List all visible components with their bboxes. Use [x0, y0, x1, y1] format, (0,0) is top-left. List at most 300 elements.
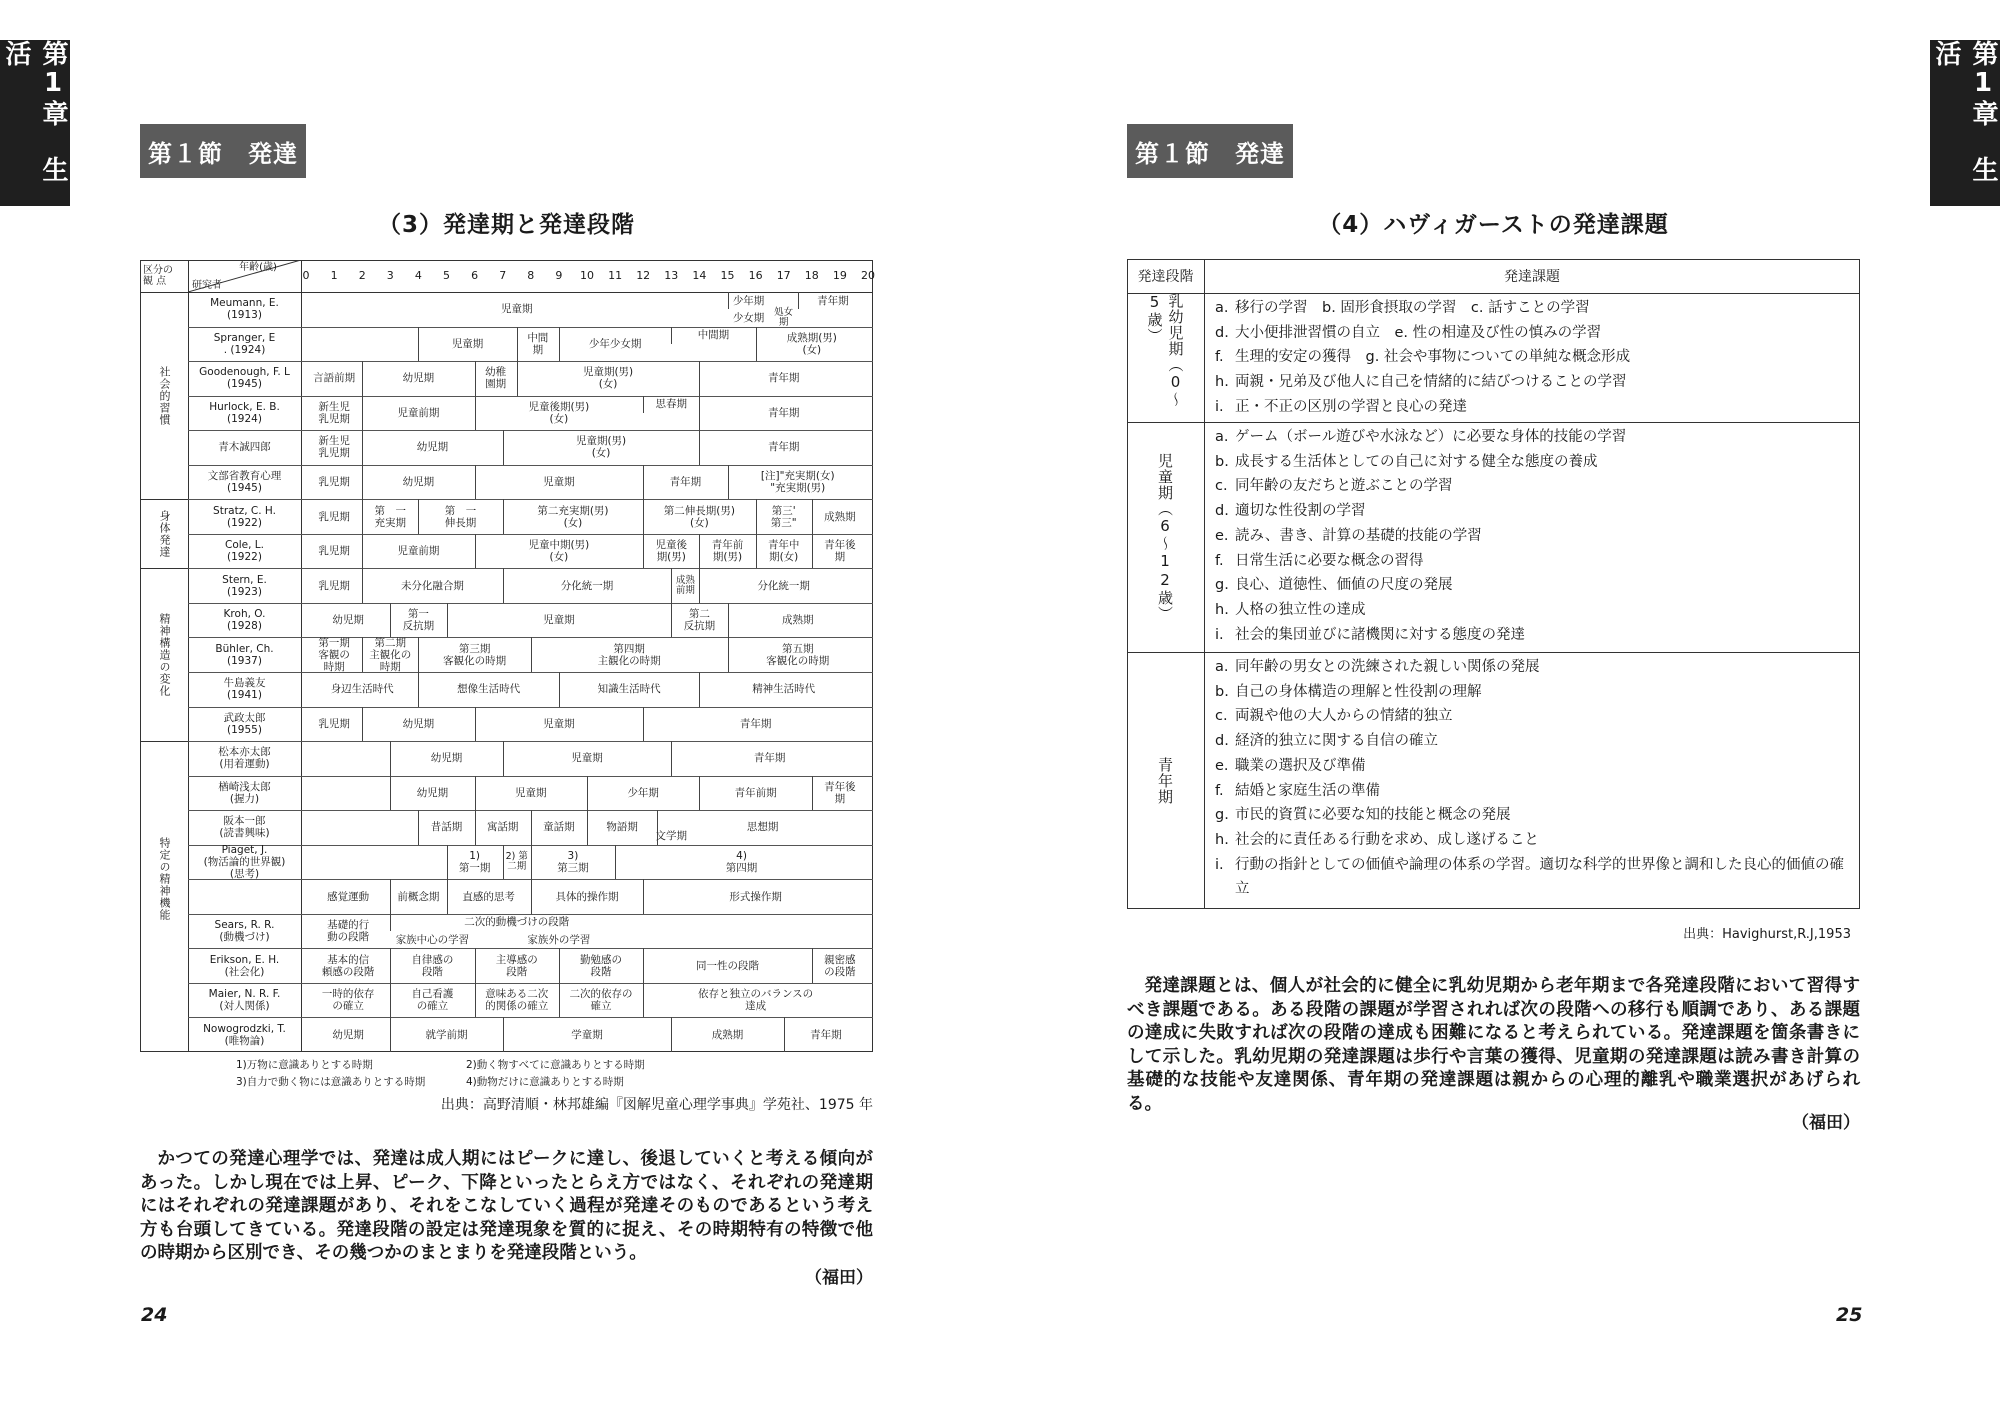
- age-tick: 17: [776, 269, 791, 282]
- stage-label: 児童期(男) (女): [575, 435, 627, 460]
- stage-boundary: [671, 741, 672, 776]
- table-col-line: [1204, 259, 1205, 909]
- stage-label: 新生児 乳児期: [318, 435, 350, 460]
- task-list-adolescence: [1215, 655, 1855, 902]
- age-tick: 15: [720, 269, 735, 282]
- task-text: 市民的資質に必要な知的技能と概念の発展: [1235, 807, 1511, 824]
- stage-boundary: [390, 1017, 391, 1052]
- age-tick: 9: [555, 269, 563, 282]
- header-tasks: 発達課題: [1504, 269, 1560, 285]
- researcher-name: 青木誠四郎: [218, 441, 271, 454]
- stage-label: 児童期: [543, 476, 575, 488]
- researcher-name: Spranger, E . (1924): [213, 331, 276, 356]
- stage-boundary: [728, 637, 729, 672]
- stage-label: 青年期: [767, 372, 800, 385]
- stage-label: 文学期: [655, 830, 688, 843]
- stage-label: 3) 第三期: [557, 850, 589, 874]
- task-item: [1215, 623, 1855, 648]
- table-row-line: [1127, 652, 1860, 653]
- stage-label: 言語前期: [313, 372, 356, 385]
- task-list-infancy: [1215, 296, 1855, 420]
- stage-label: 第二伸長期(男) (女): [663, 504, 735, 529]
- stage-boundary: [503, 499, 504, 534]
- researcher-name: 松本亦太郎 (用着運動): [218, 746, 271, 771]
- page-number: 25: [1836, 1304, 1863, 1326]
- stage-boundary: [671, 1017, 672, 1052]
- chapter-tab: 第1章 生活: [1930, 40, 2000, 206]
- stage-boundary: [671, 327, 672, 344]
- group-label: 特定の精神機能: [158, 837, 171, 922]
- stage-boundary: [756, 534, 757, 569]
- header-stage: 発達段階: [1137, 269, 1194, 285]
- stage-label: 少年期: [627, 786, 659, 799]
- task-text: 人格の独立性の達成: [1235, 601, 1366, 618]
- stage-label: 青年後期: [824, 780, 856, 805]
- stage-boundary: [362, 637, 363, 672]
- stage-boundary: [559, 672, 560, 707]
- stage-label: 児童期: [515, 786, 547, 799]
- body-paragraph: かつての発達心理学では、発達は成人期にはピークに達し、後退していくと考える傾向があった。しかし現在では上昇、ピーク、下降といったとらえ方ではなく、それぞれの発達期にはそれぞれの発達課題があり、それをこなしていく過程が発達そのものであるという考え方も台頭してきている。発達段階の設定は発達現象を質的に捉え、その時期特有の特徴で他の時期から区別でき、その幾つかのまとまりを発達段階という。: [140, 1149, 873, 1264]
- age-tick: 11: [608, 269, 623, 282]
- stage-boundary: [643, 534, 644, 569]
- stage-label: 青年前期: [734, 786, 777, 799]
- stage-label: 青年後期: [824, 539, 856, 564]
- stage-boundary: [643, 983, 644, 1018]
- stage-label: 児童期: [543, 614, 575, 627]
- chart-col-line: [301, 260, 302, 1052]
- stage-label: 精神生活時代: [752, 683, 816, 696]
- task-item: [1215, 803, 1855, 828]
- stage-label: 児童後 期(男): [655, 539, 688, 564]
- stage-label: 児童期: [543, 717, 575, 730]
- stage-label: 児童期: [451, 337, 484, 350]
- task-key: f.: [1215, 349, 1224, 366]
- author-credit: （福田）: [1792, 1113, 1860, 1133]
- task-text: 職業の選択及び準備: [1235, 757, 1366, 774]
- stage-label: 学童期: [571, 1028, 603, 1041]
- age-tick: 18: [804, 269, 819, 282]
- figure-title: （4）ハヴィガーストの発達課題: [1318, 212, 1669, 238]
- task-item: [1215, 370, 1855, 395]
- stage-boundary: [812, 534, 813, 569]
- task-text: 適切な性役割の学習: [1235, 503, 1366, 520]
- task-item: [1215, 296, 1855, 321]
- age-tick: 1: [330, 269, 338, 282]
- task-item: [1215, 754, 1855, 779]
- stage-label: 少年少女期: [588, 337, 642, 350]
- stage-label: 物語期: [606, 821, 638, 834]
- stage-boundary: [812, 499, 813, 534]
- task-text: 社会的に責任ある行動を求め、成し遂げること: [1235, 831, 1539, 848]
- stage-boundary: [503, 845, 504, 880]
- stage-boundary: [517, 327, 518, 362]
- stage-label: 第二充実期(男) (女): [537, 504, 609, 529]
- section-badge: 第１節 発達: [140, 124, 306, 178]
- researcher-name: Maier, N. R. F. (対人関係): [208, 988, 281, 1013]
- stage-boundary: [559, 327, 560, 362]
- stage-label: 乳児期: [318, 510, 350, 523]
- task-key: a.: [1215, 659, 1229, 675]
- stage-label: 自律感の 段階: [411, 953, 454, 978]
- stage-label: 依存と独立のバランスの達成: [698, 988, 814, 1013]
- chart-axis-label: 区分の 観 点: [143, 265, 173, 287]
- stage-label: 第 一 充実期: [374, 504, 407, 529]
- stage-boundary: [503, 1017, 504, 1052]
- stage-adolescence: 青年期: [1156, 756, 1174, 805]
- task-text: 行動の指針としての価値や論理の体系の学習。適切な科学的世界像と調和した良心的価値の確立: [1235, 856, 1844, 898]
- stage-label: 乳児期: [318, 476, 350, 488]
- stage-boundary: [475, 361, 476, 396]
- stage-label: 前概念期: [397, 890, 440, 903]
- task-item: [1215, 655, 1855, 680]
- figure-title: （3）発達期と発達段階: [377, 212, 635, 238]
- researcher-name: Stratz, C. H. (1922): [213, 504, 276, 529]
- task-text: ゲーム（ボール遊びや水泳など）に必要な身体的技能の学習: [1235, 429, 1627, 445]
- stage-boundary: [418, 810, 419, 845]
- stage-label: 中間期: [697, 329, 730, 342]
- task-item: [1215, 549, 1855, 574]
- stage-label: 児童期(男) (女): [582, 366, 634, 391]
- task-text: 結婚と家庭生活の準備: [1235, 782, 1380, 799]
- stage-label: 第一期 客観の 時期: [318, 636, 350, 673]
- stage-boundary: [390, 948, 391, 983]
- stage-boundary: [475, 810, 476, 845]
- task-key: d.: [1215, 324, 1229, 341]
- chart-source: 出典：高野清順・林邦雄編『図解児童心理学事典』学苑社、1975 年: [440, 1097, 873, 1113]
- stage-boundary: [418, 637, 419, 672]
- chart-researcher-label: 研究者: [192, 280, 222, 291]
- stage-label: 思想期: [746, 821, 779, 834]
- age-tick: 4: [414, 269, 422, 282]
- task-key: h.: [1215, 374, 1229, 391]
- stage-label: 親密感 の段階: [824, 953, 856, 978]
- task-key: c.: [1215, 708, 1228, 725]
- researcher-name: Bühler, Ch. (1937): [215, 642, 274, 667]
- stage-label: 児童後期(男) (女): [528, 400, 590, 425]
- stage-label: 第三' 第三": [770, 504, 797, 529]
- stage-boundary: [418, 672, 419, 707]
- stage-boundary: [699, 361, 700, 396]
- stage-boundary: [390, 914, 391, 931]
- task-item: [1215, 321, 1855, 346]
- task-item: [1215, 474, 1855, 499]
- age-tick: 14: [692, 269, 707, 282]
- age-tick: 7: [499, 269, 507, 282]
- age-tick: 5: [443, 269, 450, 282]
- stage-label: 児童期: [571, 752, 603, 765]
- age-tick: 16: [748, 269, 763, 282]
- stage-label: 意味ある二次 的関係の確立: [485, 988, 549, 1013]
- stage-label: 4) 第四期: [725, 850, 758, 874]
- task-item: [1215, 729, 1855, 754]
- body-paragraph: 発達課題とは、個人が社会的に健全に乳幼児期から老年期まで各発達段階において習得すべき課題である。ある段階の課題が学習されれば次の段階への移行も順調であり、ある課題の達成に失敗すれば次の段階の達成も困難になると考えられている。発達課題を箇条書きにして示した。乳幼児期の発達課題は歩行や言葉の獲得、児童期の発達課題は読み書き計算の基礎的な技能や友達関係、青年期の発達課題は親からの心理的離乳や職業選択があげられる。: [1127, 976, 1860, 1114]
- stage-label: 幼児期: [332, 614, 364, 627]
- stage-label: 二次的動機づけの段階: [464, 916, 570, 929]
- stage-boundary: [517, 361, 518, 396]
- stage-boundary: [587, 776, 588, 811]
- stage-boundary: [531, 810, 532, 845]
- stage-boundary: [362, 499, 363, 534]
- task-text: 移行の学習 b. 固形食摂取の学習 c. 話すことの学習: [1235, 300, 1590, 316]
- researcher-name: 武政太郎 (1955): [223, 711, 266, 736]
- stage-boundary: [531, 637, 532, 672]
- researcher-name: 文部省教育心理 (1945): [207, 469, 282, 494]
- task-item: [1215, 598, 1855, 623]
- stage-label: 知識生活時代: [597, 683, 661, 696]
- task-item: [1215, 573, 1855, 598]
- group-label: 身体発達: [158, 509, 171, 558]
- task-key: a.: [1215, 300, 1229, 316]
- task-key: e.: [1215, 757, 1229, 774]
- stage-label: 第四期 主観化の時期: [597, 642, 661, 667]
- stage-boundary: [699, 534, 700, 569]
- page-number: 24: [141, 1304, 168, 1326]
- stage-boundary: [531, 879, 532, 914]
- stage-boundary: [362, 396, 363, 431]
- age-tick: 2: [358, 269, 366, 282]
- stage-label: 二次的依存の 確立: [569, 988, 633, 1013]
- researcher-name: 楢崎浅太郎 (握力): [218, 780, 271, 805]
- task-text: 社会的集団並びに諸機関に対する態度の発達: [1235, 626, 1525, 643]
- task-text: 同年齢の男女との洗練された親しい関係の発展: [1235, 659, 1540, 675]
- stage-boundary: [728, 603, 729, 638]
- stage-boundary: [390, 879, 391, 914]
- note-1: 1)万物に意識ありとする時期: [236, 1059, 373, 1071]
- stage-boundary: [390, 776, 391, 811]
- stage-label: 児童前期: [397, 545, 440, 558]
- stage-label: 幼児期: [332, 1028, 364, 1041]
- table-row-line: [1127, 422, 1860, 423]
- age-tick: 6: [471, 269, 479, 282]
- stage-label: 未分化融合期: [400, 579, 464, 592]
- stage-label: 幼児期: [416, 786, 449, 799]
- stage-boundary: [362, 430, 363, 465]
- researcher-name: Nowogrodzki, T. (唯物論): [203, 1022, 286, 1047]
- stage-label: 幼児期: [430, 752, 463, 765]
- stage-boundary: [756, 499, 757, 534]
- stage-boundary: [728, 465, 729, 500]
- stage-label: 青年期: [739, 717, 772, 730]
- stage-boundary: [390, 603, 391, 638]
- researcher-name: Sears, R. R. (動機づけ): [214, 919, 275, 944]
- researcher-name: Meumann, E. (1913): [210, 297, 279, 322]
- stage-boundary: [475, 534, 476, 569]
- stage-boundary: [798, 292, 799, 309]
- stage-boundary: [447, 879, 448, 914]
- stage-boundary: [587, 810, 588, 845]
- stage-label: 分化統一期: [757, 579, 810, 592]
- stage-label: 幼稚 園期: [485, 366, 507, 391]
- stage-boundary: [699, 430, 700, 465]
- stage-boundary: [475, 948, 476, 983]
- stage-boundary: [699, 776, 700, 811]
- task-key: d.: [1215, 733, 1229, 750]
- stage-boundary: [559, 948, 560, 983]
- task-key: i.: [1215, 626, 1224, 643]
- task-item: [1215, 345, 1855, 370]
- stage-label: 青年期: [767, 441, 800, 454]
- task-list-childhood: [1215, 425, 1855, 647]
- stage-label: 直感的思考: [462, 890, 515, 903]
- stage-boundary: [643, 396, 644, 413]
- stage-boundary: [728, 292, 729, 309]
- stage-label: 第五期 客観化の時期: [766, 642, 830, 667]
- development-period-chart: [140, 260, 875, 1088]
- stage-label: 一時的依存 の確立: [321, 988, 375, 1013]
- stage-label: 具体的操作期: [555, 890, 619, 903]
- group-label: 精神構造の変化: [158, 612, 171, 697]
- task-text: 正・不正の区別の学習と良心の発達: [1235, 398, 1467, 415]
- stage-label: 形式操作期: [729, 890, 782, 903]
- age-tick: 3: [386, 269, 394, 282]
- stage-label: 幼児期: [402, 372, 435, 385]
- stage-label: 主導感の 段階: [495, 953, 538, 978]
- stage-label: 就学前期: [425, 1028, 468, 1041]
- stage-label: 処女期: [774, 306, 794, 328]
- note-4: 4)動物だけに意識ありとする時期: [466, 1076, 624, 1088]
- task-item: [1215, 680, 1855, 705]
- stage-boundary: [362, 534, 363, 569]
- age-tick: 10: [580, 269, 594, 282]
- stage-boundary: [812, 948, 813, 983]
- stage-label: 同一性の段階: [696, 959, 759, 972]
- task-text: 良心、道徳性、価値の尺度の発展: [1235, 577, 1453, 594]
- stage-boundary: [475, 776, 476, 811]
- stage-label: 成熟期(男) (女): [786, 331, 837, 356]
- table-source: 出典：Havighurst,R.J,1953: [1683, 927, 1851, 942]
- stage-boundary: [615, 845, 616, 880]
- stage-boundary: [643, 879, 644, 914]
- stage-boundary: [447, 845, 448, 880]
- stage-label: 乳児期: [318, 579, 350, 592]
- researcher-name: Erikson, E. H. (社会化): [209, 953, 280, 978]
- chart-age-label: 年齢(歳): [239, 262, 277, 273]
- stage-label: 少女期: [732, 311, 765, 324]
- task-item: [1215, 499, 1855, 524]
- researcher-name: [188, 879, 301, 914]
- stage-label: 児童前期: [397, 406, 440, 419]
- stage-boundary: [390, 983, 391, 1018]
- stage-label: 家族外の学習: [527, 933, 591, 946]
- age-tick: 8: [527, 269, 535, 282]
- task-text: 同年齢の友だちと遊ぶことの学習: [1235, 478, 1453, 495]
- researcher-name: Kroh, O. (1928): [223, 608, 266, 633]
- stage-boundary: [503, 430, 504, 465]
- stage-label: 分化統一期: [560, 579, 614, 592]
- stage-label: 自己看護 の確立: [411, 988, 454, 1013]
- stage-boundary: [671, 568, 672, 603]
- stage-label: 第二 反抗期: [683, 608, 716, 633]
- stage-label: 幼児期: [402, 717, 435, 730]
- researcher-name: Stern, E. (1923): [222, 573, 267, 598]
- stage-label: 青年期: [817, 294, 849, 307]
- age-tick: 12: [636, 269, 651, 282]
- stage-boundary: [756, 327, 757, 362]
- task-item: [1215, 425, 1855, 450]
- stage-label: 児童中期(男) (女): [528, 539, 590, 564]
- task-item: [1215, 395, 1855, 420]
- task-text: 両親や他の大人からの情緒的独立: [1235, 708, 1453, 725]
- stage-label: 青年期: [767, 406, 800, 419]
- section-badge: 第１節 発達: [1127, 124, 1293, 178]
- stage-boundary: [362, 465, 363, 500]
- stage-boundary: [643, 499, 644, 534]
- age-tick: 19: [832, 269, 847, 282]
- stage-boundary: [503, 568, 504, 603]
- task-key: f.: [1215, 782, 1224, 799]
- task-item: [1215, 450, 1855, 475]
- stage-label: 中間 期: [527, 331, 549, 356]
- researcher-name: Cole, L. (1922): [225, 539, 264, 564]
- stage-label: 成熟期: [824, 510, 856, 523]
- chapter-tab: 第1章 生活: [0, 40, 70, 206]
- havighurst-task-table: [1127, 259, 1860, 909]
- stage-label: 幼児期: [416, 441, 449, 454]
- task-item: [1215, 704, 1855, 729]
- task-item: [1215, 853, 1855, 902]
- stage-label: 青年期: [669, 476, 702, 488]
- stage-label: 成熟 前期: [675, 574, 695, 596]
- stage-label: 青年期: [753, 752, 786, 765]
- stage-label: 童話期: [543, 821, 575, 834]
- stage-label: 乳児期: [318, 717, 350, 730]
- researcher-name: Piaget, J. (物活論的世界観) (思考): [203, 843, 286, 880]
- stage-label: 児童期: [501, 303, 533, 316]
- stage-boundary: [812, 776, 813, 811]
- task-key: i.: [1215, 398, 1224, 415]
- task-key: f.: [1215, 552, 1224, 569]
- stage-boundary: [784, 1017, 785, 1052]
- stage-label: 寓話期: [486, 821, 519, 834]
- author-credit: （福田）: [805, 1268, 873, 1288]
- stage-label: 基礎的行 動の段階: [327, 919, 370, 944]
- stage-label: 少年期: [732, 294, 765, 307]
- stage-label: 思春期: [655, 398, 688, 411]
- task-key: a.: [1215, 429, 1229, 445]
- stage-boundary: [699, 672, 700, 707]
- stage-label: 幼児期: [402, 476, 435, 488]
- note-3: 3)自力で動く物には意識ありとする時期: [236, 1076, 426, 1088]
- task-text: 両親・兄弟及び他人に自己を情緒的に結びつけることの学習: [1235, 374, 1627, 391]
- stage-label: 青年前 期(男): [711, 539, 744, 564]
- age-tick: 13: [664, 269, 679, 282]
- task-key: c.: [1215, 478, 1228, 495]
- stage-boundary: [531, 845, 532, 880]
- researcher-name: 阪本一郎 (読書興味): [219, 815, 270, 840]
- stage-boundary: [475, 983, 476, 1018]
- stage-boundary: [559, 983, 560, 1018]
- stage-label: 成熟期: [711, 1028, 744, 1041]
- task-text: 生理的安定の獲得 g. 社会や事物についての単純な概念形成: [1235, 349, 1631, 366]
- task-text: 大小便排泄習慣の自立 e. 性の相違及び性の慎みの学習: [1235, 324, 1602, 341]
- stage-label: 基本的信 頼感の段階: [321, 953, 375, 978]
- note-2: 2)動く物すべてに意識ありとする時期: [466, 1059, 645, 1071]
- stage-label: 勤勉感の 段階: [580, 953, 623, 978]
- stage-label: 身辺生活時代: [330, 683, 394, 696]
- researcher-name: Goodenough, F. L (1945): [199, 366, 290, 391]
- task-key: e.: [1215, 527, 1229, 544]
- stage-boundary: [475, 707, 476, 742]
- table-header-line: [1127, 293, 1860, 294]
- stage-label: 家族中心の学習: [395, 933, 470, 946]
- task-key: g.: [1215, 577, 1229, 594]
- stage-label: 乳児期: [318, 545, 350, 558]
- researcher-name: Hurlock, E. B. (1924): [209, 400, 280, 425]
- stage-label: 第一 反抗期: [402, 608, 435, 633]
- stage-boundary: [475, 396, 476, 431]
- stage-label: 第二期 主観化の 時期: [369, 636, 412, 673]
- task-key: i.: [1215, 856, 1224, 873]
